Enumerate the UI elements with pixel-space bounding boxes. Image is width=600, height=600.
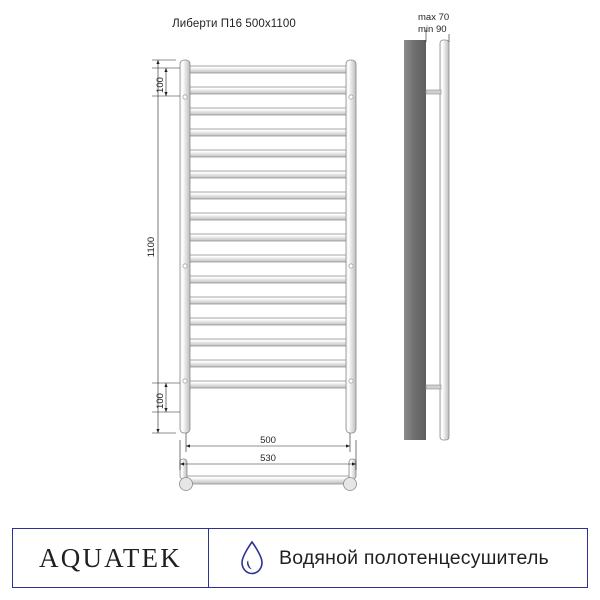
dim-bottom-spacing: 100: [155, 393, 166, 409]
drawing-title-text: Либерти П16 500x1100: [172, 18, 296, 30]
left-vertical-tube: [180, 60, 190, 433]
dim-top-spacing: 100: [155, 77, 166, 93]
wall-section: [404, 40, 426, 440]
dim-total-height: 1100: [146, 236, 157, 258]
brand-logo-text: AQUATEK: [39, 542, 182, 573]
footer-banner: [12, 528, 588, 588]
dim-outer-width: 530: [260, 453, 276, 464]
tagline-block: [209, 529, 587, 587]
bracket-top: [426, 90, 441, 94]
right-vertical-tube: [346, 60, 356, 433]
brand-block: [13, 529, 209, 587]
dim-inner-width: 500: [260, 435, 276, 446]
label-min-depth: min 90: [418, 24, 447, 35]
side-vertical-tube: [440, 40, 449, 440]
front-view: [180, 60, 356, 433]
rungs-group: [186, 66, 350, 388]
bracket-bottom: [426, 385, 441, 389]
side-view: [404, 30, 449, 440]
tagline-text: Водяной полотенцесушитель: [279, 546, 549, 569]
water-drop-icon: [239, 541, 265, 575]
label-max-depth: max 70: [418, 12, 450, 23]
